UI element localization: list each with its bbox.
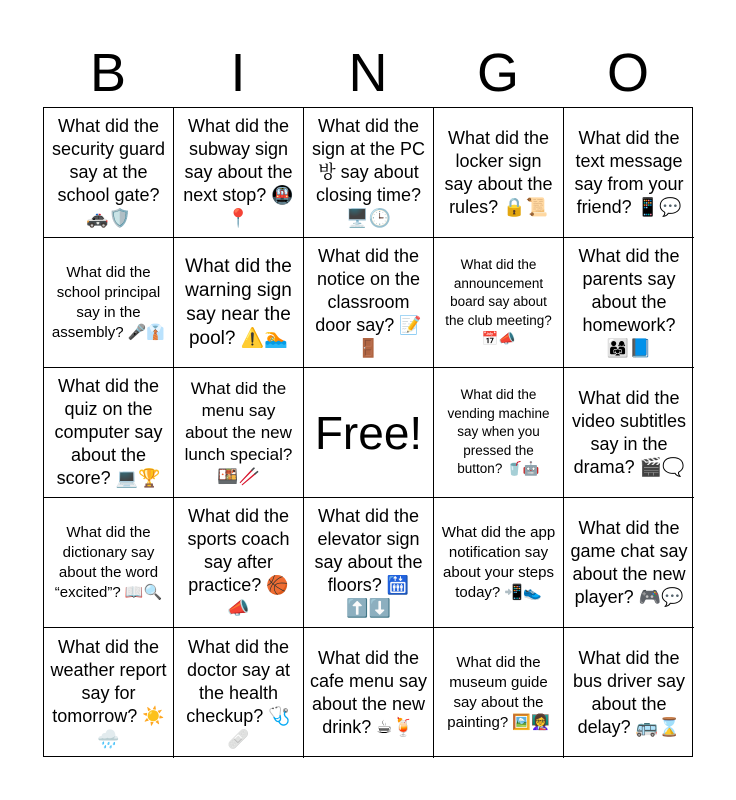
bingo-cell-text: What did the museum guide say about the painting? 🖼️👩‍🏫 <box>447 654 550 731</box>
free-space[interactable] <box>304 368 434 498</box>
bingo-cell-r2c1[interactable] <box>44 238 174 368</box>
bingo-cell-text: What did the elevator sign say about the floors? 🛗⬆️⬇️ <box>314 506 423 618</box>
bingo-cell-r5c5[interactable] <box>564 628 694 758</box>
bingo-cell-text: What did the doctor say at the health checkup? 🩺🩹 <box>186 636 291 749</box>
bingo-cell-r2c4[interactable] <box>434 238 564 368</box>
bingo-cell-text: What did the sign at the PC방 say about closing time? 🖥️🕒 <box>311 116 426 228</box>
bingo-board <box>43 107 693 757</box>
bingo-cell-text: What did the menu say about the new lunch special? 🍱🥢 <box>184 378 293 486</box>
bingo-cell-r4c4[interactable] <box>434 498 564 628</box>
bingo-cell-text: What did the school principal say in the assembly? 🎤👔 <box>51 263 166 341</box>
header-letter-o: O <box>606 43 649 103</box>
bingo-cell-text: What did the security guard say at the school gate? 🚓🛡️ <box>51 116 166 228</box>
bingo-cell-r5c1[interactable] <box>44 628 174 758</box>
bingo-cell-r3c5[interactable] <box>564 368 694 498</box>
bingo-cell-text: What did the bus driver say about the delay? 🚌⌛ <box>572 648 686 737</box>
bingo-cell-text: What did the sports coach say after practice? 🏀📣 <box>187 506 290 618</box>
bingo-cell-text: What did the app notification say about your steps today? 📲👟 <box>441 523 556 601</box>
header-letter-i: I <box>230 43 246 103</box>
bingo-cell-r2c5[interactable] <box>564 238 694 368</box>
header-letter-b: B <box>89 43 127 103</box>
bingo-cell-r1c5[interactable] <box>564 108 694 238</box>
bingo-cell-r2c3[interactable] <box>304 238 434 368</box>
bingo-cell-r2c2[interactable] <box>174 238 304 368</box>
bingo-cell-r4c3[interactable] <box>304 498 434 628</box>
bingo-cell-text: What did the subway sign say about the next stop? 🚇📍 <box>183 116 294 228</box>
bingo-cell-r3c4[interactable] <box>434 368 564 498</box>
bingo-cell-text: What did the cafe menu say about the new drink? ☕🍹 <box>309 648 428 737</box>
bingo-cell-r4c5[interactable] <box>564 498 694 628</box>
bingo-cell-text: What did the parents say about the homework? 👨‍👩‍👧📘 <box>578 246 680 358</box>
bingo-cell-text: What did the vending machine say when you pressed the button? 🥤🤖 <box>447 387 550 477</box>
bingo-cell-r4c2[interactable] <box>174 498 304 628</box>
bingo-header <box>43 38 693 108</box>
bingo-cell-text: What did the notice on the classroom door say? 📝🚪 <box>315 246 422 358</box>
bingo-cell-text: What did the game chat say about the new player? 🎮💬 <box>570 517 688 607</box>
bingo-cell-r1c2[interactable] <box>174 108 304 238</box>
bingo-cell-r3c1[interactable] <box>44 368 174 498</box>
bingo-cell-r1c1[interactable] <box>44 108 174 238</box>
bingo-cell-text: What did the video subtitles say in the drama? 🎬🗨️ <box>571 387 687 477</box>
bingo-cell-r1c3[interactable] <box>304 108 434 238</box>
bingo-cell-text: What did the quiz on the computer say about the score? 💻🏆 <box>54 376 163 488</box>
bingo-cell-text: What did the dictionary say about the word “excited”? 📖🔍 <box>54 523 163 601</box>
bingo-cell-r5c2[interactable] <box>174 628 304 758</box>
bingo-cell-text: What did the weather report say for tomorrow? ☀️🌧️ <box>50 636 167 749</box>
header-letter-n: N <box>348 43 388 103</box>
bingo-cell-r1c4[interactable] <box>434 108 564 238</box>
bingo-cell-r4c1[interactable] <box>44 498 174 628</box>
bingo-cell-r5c3[interactable] <box>304 628 434 758</box>
free-space-label: Free! <box>314 406 423 459</box>
bingo-cell-text: What did the locker sign say about the rules? 🔒📜 <box>444 127 553 217</box>
bingo-cell-text: What did the warning sign say near the pool? ⚠️🏊 <box>185 255 292 349</box>
header-letter-g: G <box>476 43 519 103</box>
bingo-cell-r5c4[interactable] <box>434 628 564 758</box>
bingo-cell-text: What did the text message say from your friend? 📱💬 <box>574 127 684 217</box>
bingo-cell-r3c2[interactable] <box>174 368 304 498</box>
bingo-cell-text: What did the announcement board say about the club meeting? 📅📣 <box>445 257 552 347</box>
